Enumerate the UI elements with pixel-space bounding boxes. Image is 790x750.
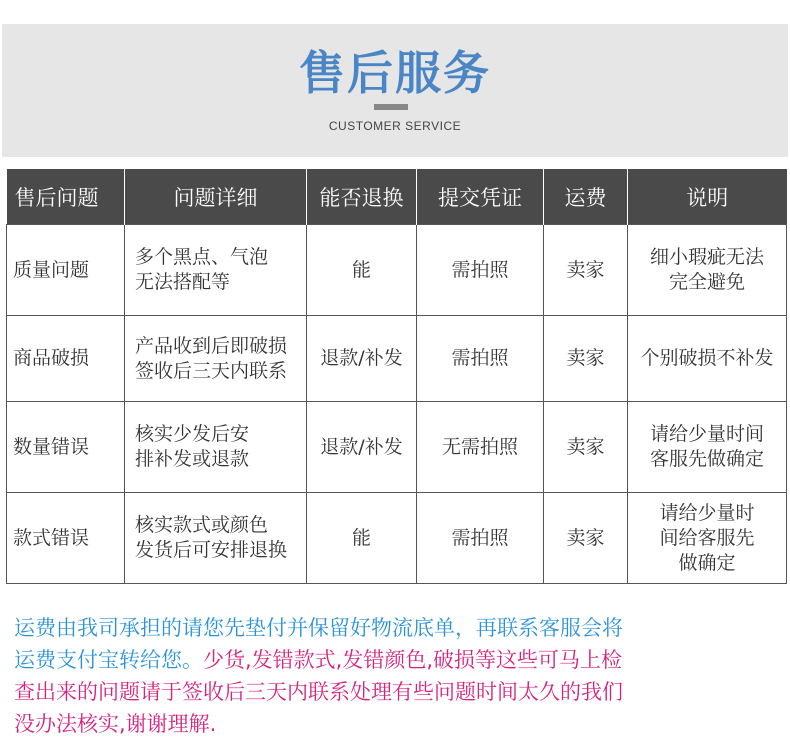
shipping-cell: 卖家 [544, 493, 628, 584]
issue-cell: 商品破损 [7, 316, 125, 402]
page-title: 售后服务 [299, 46, 491, 100]
proof-cell: 需拍照 [417, 225, 544, 316]
after-sales-table [6, 169, 787, 584]
note-line: 做确定 [678, 551, 736, 574]
column-header: 问题详细 [125, 169, 307, 225]
shipping-cell: 卖家 [544, 402, 628, 493]
column-header: 售后问题 [7, 169, 125, 225]
detail-cell [125, 402, 307, 493]
detail-cell [125, 316, 307, 402]
detail-line: 产品收到后即破损 [135, 334, 288, 357]
note-line: 完全避免 [668, 271, 745, 293]
note-line-4: 没办法核实,谢谢理解. [14, 712, 217, 736]
note-cell [628, 402, 787, 493]
note-line: 个别破损不补发 [640, 347, 774, 369]
proof-cell: 需拍照 [417, 316, 544, 402]
detail-line: 多个黑点、气泡 [135, 246, 269, 268]
header-banner [2, 24, 788, 157]
issue-cell: 质量问题 [7, 225, 125, 316]
table-header-row [7, 169, 787, 225]
returnable-cell: 能 [307, 493, 417, 584]
issue-cell: 数量错误 [7, 402, 125, 493]
note-line: 请给少量时 [659, 501, 755, 524]
detail-line: 发货后可安排退换 [135, 539, 288, 561]
note-line: 间给客服先 [659, 526, 755, 549]
column-header: 运费 [544, 169, 628, 225]
note-cell [628, 225, 787, 316]
proof-cell: 无需拍照 [417, 402, 544, 493]
note-line-2 [14, 644, 784, 676]
page-subtitle: CUSTOMER SERVICE [328, 119, 462, 133]
note-line-2-blue: 运费支付宝转给您。 [14, 648, 203, 672]
proof-cell: 需拍照 [417, 493, 544, 584]
table-row [7, 316, 787, 402]
column-header: 能否退换 [307, 169, 417, 225]
detail-line: 核实款式或颜色 [135, 514, 269, 536]
detail-line: 无法搭配等 [135, 271, 231, 293]
returnable-cell: 能 [307, 225, 417, 316]
issue-cell: 款式错误 [7, 493, 125, 584]
table-row [7, 493, 787, 584]
note-line: 细小瑕疵无法 [649, 246, 764, 268]
note-line: 客服先做确定 [649, 448, 764, 470]
note-line-2-pink: 少货,发错款式,发错颜色,破损等这些可马上检 [203, 648, 623, 672]
returnable-cell: 退款/补发 [307, 402, 417, 493]
note-line-3: 查出来的问题请于签收后三天内联系处理有些问题时间太久的我们 [14, 680, 623, 704]
note-cell [628, 316, 787, 402]
detail-line: 排补发或退款 [135, 448, 250, 470]
shipping-note [14, 612, 784, 740]
detail-line: 核实少发后安 [135, 423, 250, 445]
note-line-1: 运费由我司承担的请您先垫付并保留好物流底单，再联系客服会将 [14, 616, 623, 640]
detail-line: 签收后三天内联系 [135, 359, 288, 382]
table-row [7, 402, 787, 493]
shipping-cell: 卖家 [544, 316, 628, 402]
detail-cell [125, 493, 307, 584]
title-divider [374, 104, 408, 110]
table-row [7, 225, 787, 316]
detail-cell [125, 225, 307, 316]
shipping-cell: 卖家 [544, 225, 628, 316]
column-header: 提交凭证 [417, 169, 544, 225]
note-cell [628, 493, 787, 584]
returnable-cell: 退款/补发 [307, 316, 417, 402]
column-header: 说明 [628, 169, 787, 225]
note-line: 请给少量时间 [649, 423, 764, 445]
